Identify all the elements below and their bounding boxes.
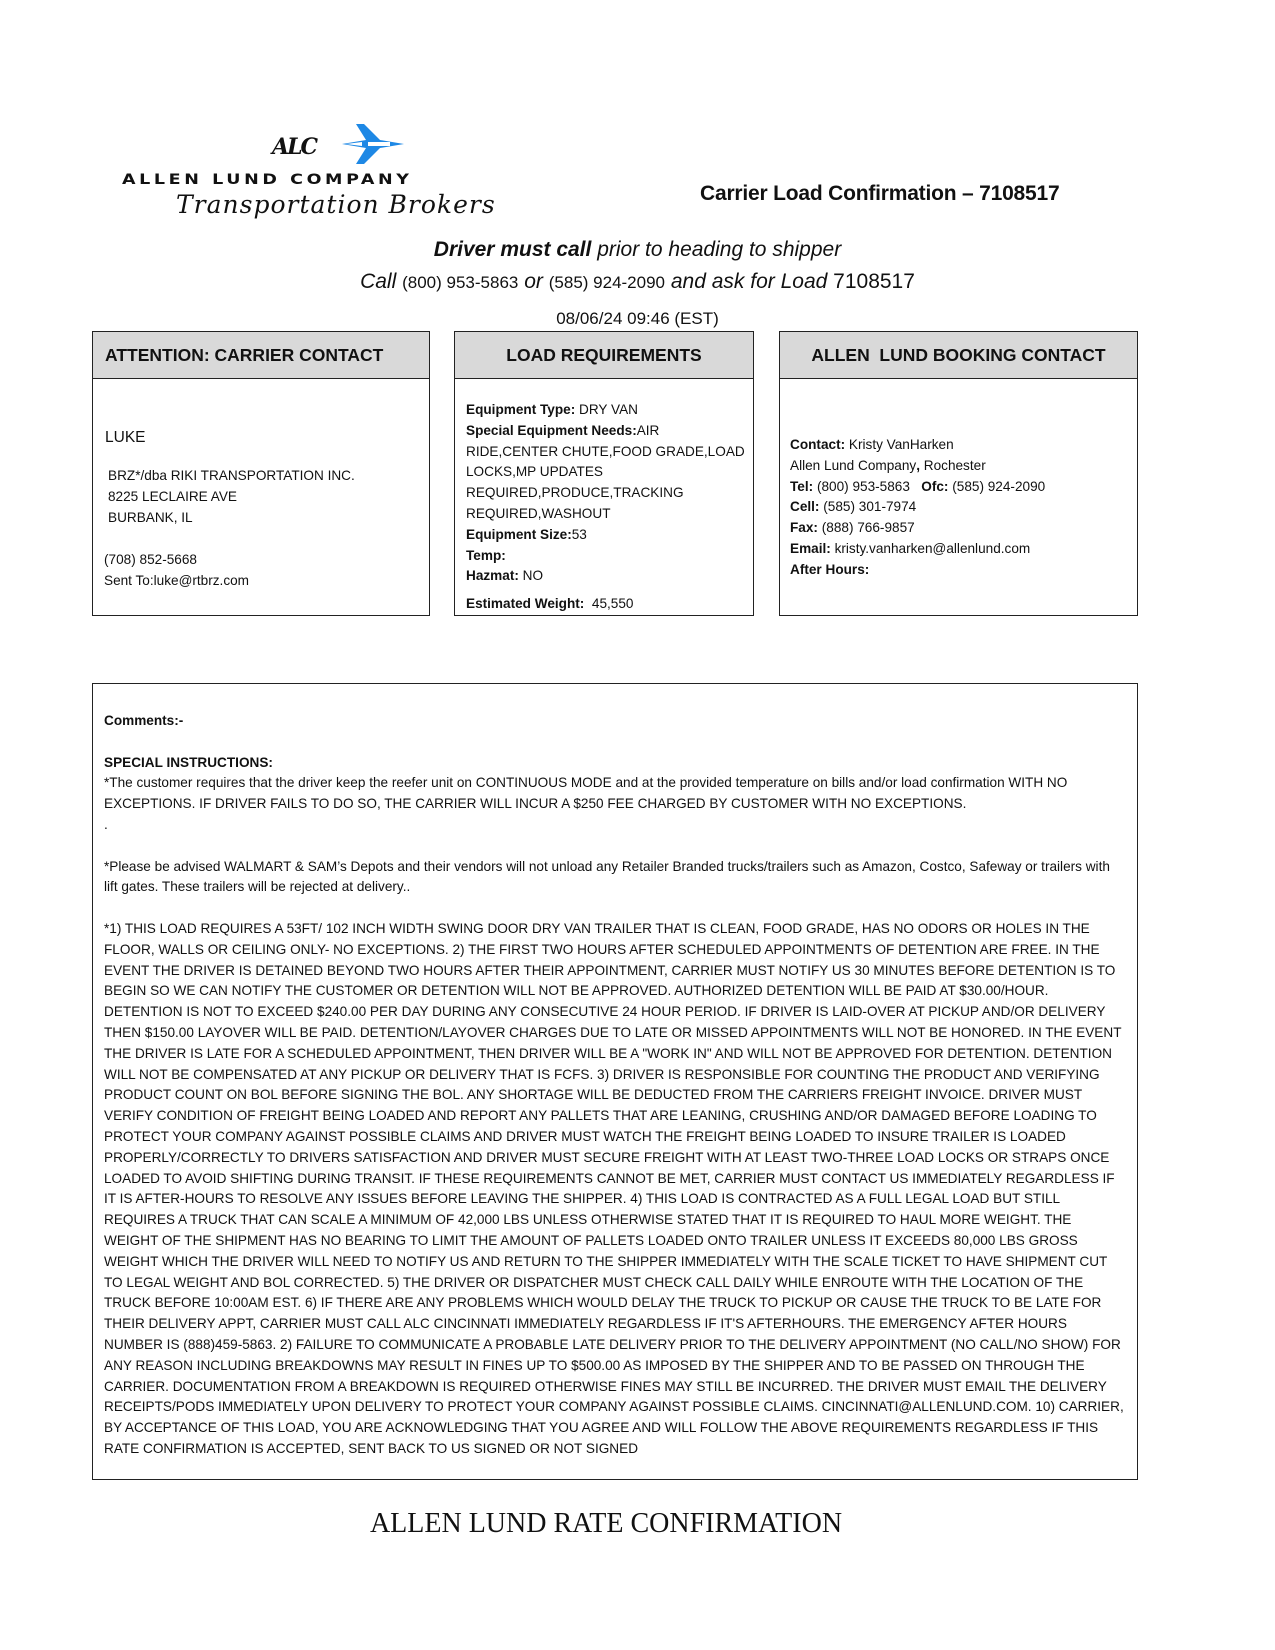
equipment-size-row bbox=[466, 525, 748, 546]
temp-row bbox=[466, 546, 748, 567]
instruction-reefer: *The customer requires that the driver keep the reefer unit on CONTINUOUS MODE and at the provided temperature on bills and/or load confirmation WITH NO EXCEPTIONS. IF DRIVER FAILS TO DO SO, THE CARRIER WILL INCUR A $250 FEE CHARGED BY CUSTOMER WITH NO EXCEPTIONS. bbox=[104, 775, 1068, 812]
booking-contact-box bbox=[779, 331, 1138, 616]
footer-title: ALLEN LUND RATE CONFIRMATION bbox=[369, 1508, 843, 1539]
phone-secondary: (585) 924-2090 bbox=[548, 273, 666, 292]
carrier-contact-box bbox=[92, 331, 430, 616]
contact-label: Contact: bbox=[790, 437, 846, 452]
booking-contact-header: ALLEN LUND BOOKING CONTACT bbox=[780, 332, 1137, 379]
email-row bbox=[790, 539, 1130, 560]
ask-for-load-text: and ask for Load bbox=[670, 270, 828, 293]
hazmat-row bbox=[466, 566, 748, 587]
tel-value: (800) 953-5863 bbox=[816, 478, 910, 494]
call-word: Call bbox=[360, 270, 397, 293]
document-title: Carrier Load Confirmation – 7108517 bbox=[700, 182, 1060, 205]
contact-row bbox=[790, 435, 1130, 456]
comments-box bbox=[92, 683, 1138, 1480]
carrier-address bbox=[108, 466, 355, 528]
cell-row bbox=[790, 497, 1130, 518]
logo-mark: ALC bbox=[272, 134, 317, 160]
carrier-contact-details bbox=[104, 550, 249, 592]
email-label: Email: bbox=[790, 540, 831, 556]
company-logo bbox=[120, 122, 565, 227]
cell-label: Cell: bbox=[790, 499, 820, 515]
company-name: Allen Lund Company bbox=[790, 457, 917, 473]
load-requirements-box bbox=[454, 331, 754, 616]
carrier-sent-to: Sent To:luke@rtbrz.com bbox=[104, 572, 250, 588]
email-value: kristy.vanharken@allenlund.com bbox=[834, 540, 1031, 556]
estimated-weight-value: 45,550 bbox=[591, 596, 634, 611]
phone-row bbox=[790, 477, 1130, 498]
contact-name: Kristy VanHarken bbox=[848, 437, 954, 452]
equipment-size-value: 53 bbox=[571, 526, 587, 542]
special-equipment-value: AIR RIDE,CENTER CHUTE,FOOD GRADE,LOAD LOCKS,MP UPDATES REQUIRED,PRODUCE,TRACKING REQUIRED,WASHOUT bbox=[466, 422, 745, 521]
equipment-type-label: Equipment Type: bbox=[466, 402, 576, 417]
after-hours-label: After Hours: bbox=[790, 561, 870, 577]
company-city: Rochester bbox=[923, 457, 986, 473]
phone-primary: (800) 953-5863 bbox=[402, 273, 519, 292]
cell-value: (585) 301-7974 bbox=[823, 499, 917, 515]
ofc-value: (585) 924-2090 bbox=[952, 478, 1046, 494]
load-requirements-details bbox=[466, 400, 748, 587]
estimated-weight-label: Estimated Weight: bbox=[466, 596, 585, 611]
equipment-size-label: Equipment Size: bbox=[466, 526, 572, 542]
ofc-label: Ofc: bbox=[921, 478, 949, 494]
carrier-address-line: 8225 LECLAIRE AVE bbox=[108, 488, 237, 504]
company-row: Allen Lund Company, Rochester bbox=[790, 457, 986, 473]
driver-call-notice bbox=[0, 238, 1275, 262]
hazmat-value: NO bbox=[522, 568, 544, 584]
instruction-dot: . bbox=[104, 816, 108, 832]
equipment-type-value: DRY VAN bbox=[579, 402, 638, 417]
timestamp: 08/06/24 09:46 (EST) bbox=[556, 309, 719, 328]
carrier-contact-header: ATTENTION: CARRIER CONTACT bbox=[93, 332, 429, 379]
call-numbers-line bbox=[0, 270, 1275, 294]
comments-body bbox=[104, 711, 1126, 1460]
fax-label: Fax: bbox=[790, 520, 818, 536]
fax-row bbox=[790, 518, 1130, 539]
hazmat-label: Hazmat: bbox=[466, 568, 519, 584]
load-requirements-header: LOAD REQUIREMENTS bbox=[455, 332, 753, 379]
comments-label: Comments:- bbox=[104, 713, 184, 728]
special-equipment-row bbox=[466, 421, 748, 525]
estimated-weight-row bbox=[466, 594, 633, 615]
special-instructions-label: SPECIAL INSTRUCTIONS: bbox=[104, 754, 273, 770]
driver-must-call-text: Driver must call bbox=[433, 238, 592, 261]
load-number: 7108517 bbox=[833, 270, 915, 293]
or-word: or bbox=[524, 270, 543, 293]
special-equipment-label: Special Equipment Needs: bbox=[466, 422, 637, 438]
carrier-contact-name: LUKE bbox=[105, 429, 146, 446]
carrier-address-line: BURBANK, IL bbox=[108, 509, 193, 525]
fax-value: (888) 766-9857 bbox=[821, 520, 915, 536]
after-hours-row bbox=[790, 560, 1130, 581]
airplane-icon bbox=[342, 124, 404, 168]
logo-tagline: Transportation Brokers bbox=[176, 190, 496, 219]
prior-to-shipper-text: prior to heading to shipper bbox=[597, 238, 842, 261]
temp-label: Temp: bbox=[466, 547, 506, 563]
carrier-address-line: BRZ*/dba RIKI TRANSPORTATION INC. bbox=[108, 468, 355, 483]
booking-contact-details bbox=[790, 435, 1130, 581]
carrier-phone: (708) 852-5668 bbox=[104, 552, 197, 567]
equipment-type-row bbox=[466, 400, 748, 421]
logo-company-name: ALLEN LUND COMPANY bbox=[122, 172, 413, 188]
instruction-walmart: *Please be advised WALMART & SAM’s Depots and their vendors will not unload any Retailer Branded trucks/trailers such as Amazon, Costco, Safeway or trailers with lift gates. These trailers will be rejected at delivery.. bbox=[104, 858, 1110, 895]
instruction-terms: *1) THIS LOAD REQUIRES A 53FT/ 102 INCH WIDTH SWING DOOR DRY VAN TRAILER THAT IS CLEAN, FOOD GRADE, HAS NO ODORS OR HOLES IN THE FLOOR, WALLS OR CEILING ONLY- NO EXCEPTIONS. 2) THE FIRST TWO HOURS AFTER SCHEDULED APPOINTMENTS OF DETENTION ARE FREE. IN THE EVENT THE DRIVER IS DETAINED BEYOND TWO HOURS AFTER THEIR APPOINTMENT, CARRIER MUST NOTIFY US 30 MINUTES BEFORE DETENTION IS TO BEGIN SO WE CAN NOTIFY THE CUSTOMER OR DETENTION WILL NOT BE APPROVED. AUTHORIZED DETENTION WILL BE PAID AT $30.00/HOUR. DETENTION IS NOT TO EXCEED $240.00 PER DAY DURING ANY CONSECUTIVE 24 HOUR PERIOD. IF DRIVER IS LAID-OVER AT PICKUP AND/OR DELIVERY THEN $150.00 LAYOVER WILL BE PAID. DETENTION/LAYOVER CHARGES DUE TO LATE OR MISSED APPOINTMENTS WILL NOT BE HONORED. IN THE EVENT THE DRIVER IS LATE FOR A SCHEDULED APPOINTMENT, THEN DRIVER WILL BE A "WORK IN" AND WILL NOT BE APPROVED FOR DETENTION. DETENTION WILL NOT BE COMPENSATED AT ANY PICKUP OR DELIVERY THAT IS FCFS. 3) DRIVER IS RESPONSIBLE FOR COUNTING THE PRODUCT AND VERIFYING PRODUCT COUNT ON BOL BEFORE SIGNING THE BOL. ANY SHORTAGE WILL BE DEDUCTED FROM THE CARRIERS FREIGHT INVOICE. DRIVER MUST VERIFY CONDITION OF FREIGHT BEING LOADED AND REPORT ANY PALLETS THAT ARE LEANING, CRUSHING AND/OR DAMAGED BEFORE LOADING TO PROTECT YOUR COMPANY AGAINST POSSIBLE CLAIMS AND DRIVER MUST WATCH THE FREIGHT BEING LOADED TO INSURE TRAILER IS LOADED PROPERLY/CORRECTLY TO DRIVERS SATISFACTION AND DRIVER MUST SECURE FREIGHT WITH AT LEAST TWO-THREE LOAD LOCKS OR STRAPS ONCE LOADED TO AVOID SHIFTING DURING TRANSIT. IF THESE REQUIREMENTS CANNOT BE MET, CARRIER MUST CONTACT US IMMEDIATELY REGARDLESS IF IT IS AFTER-HOURS TO RESOLVE ANY ISSUES BEFORE LEAVING THE SHIPPER. 4) THIS LOAD IS CONTRACTED AS A FULL LEGAL LOAD BUT STILL REQUIRES A TRUCK THAT CAN SCALE A MINIMUM OF 42,000 LBS UNLESS OTHERWISE STATED THAT IT IS REQUIRED TO HAUL MORE WEIGHT. THE WEIGHT OF THE SHIPMENT HAS NO BEARING TO LIMIT THE AMOUNT OF PALLETS LOADED ONTO TRAILER UNLESS IT EXCEEDS 80,000 LBS GROSS WEIGHT WHICH THE DRIVER WILL NEED TO NOTIFY US AND RETURN TO THE SHIPPER IMMEDIATELY WITH THE SCALE TICKET TO HAVE SHIPMENT CUT TO LEGAL WEIGHT AND BOL CORRECTED. 5) THE DRIVER OR DISPATCHER MUST CHECK CALL DAILY WHILE ENROUTE WITH THE LOCATION OF THE TRUCK BEFORE 10:00AM EST. 6) IF THERE ARE ANY PROBLEMS WHICH WOULD DELAY THE TRUCK TO PICKUP OR CAUSE THE TRUCK TO BE LATE FOR THEIR DELIVERY APPT, CARRIER MUST CALL ALC CINCINNATI IMMEDIATELY REGARDLESS IF IT'S AFTERHOURS. THE EMERGENCY AFTER HOURS NUMBER IS (888)459-5863. 2) FAILURE TO COMMUNICATE A PROBABLE LATE DELIVERY PRIOR TO THE DELIVERY APPOINTMENT (NO CALL/NO SHOW) FOR ANY REASON INCLUDING BREAKDOWNS MAY RESULT IN FINES UP TO $500.00 AS IMPOSED BY THE SHIPPER AND TO BE PASSED ON THROUGH THE CARRIER. DOCUMENTATION FROM A BREAKDOWN IS REQUIRED OTHERWISE FINES MAY STILL BE INCURRED. THE DRIVER MUST EMAIL THE DELIVERY RECEIPTS/PODS IMMEDIATELY UPON DELIVERY TO PROTECT YOUR COMPANY AGAINST POSSIBLE CLAIMS. CINCINNATI@ALLENLUND.COM. 10) CARRIER, BY ACCEPTANCE OF THIS LOAD, YOU ARE ACKNOWLEDGING THAT YOU AGREE AND WILL FOLLOW THE ABOVE REQUIREMENTS REGARDLESS IF THIS RATE CONFIRMATION IS ACCEPTED, SENT BACK TO US SIGNED OR NOT SIGNED bbox=[104, 920, 1124, 1456]
tel-label: Tel: bbox=[790, 478, 814, 494]
